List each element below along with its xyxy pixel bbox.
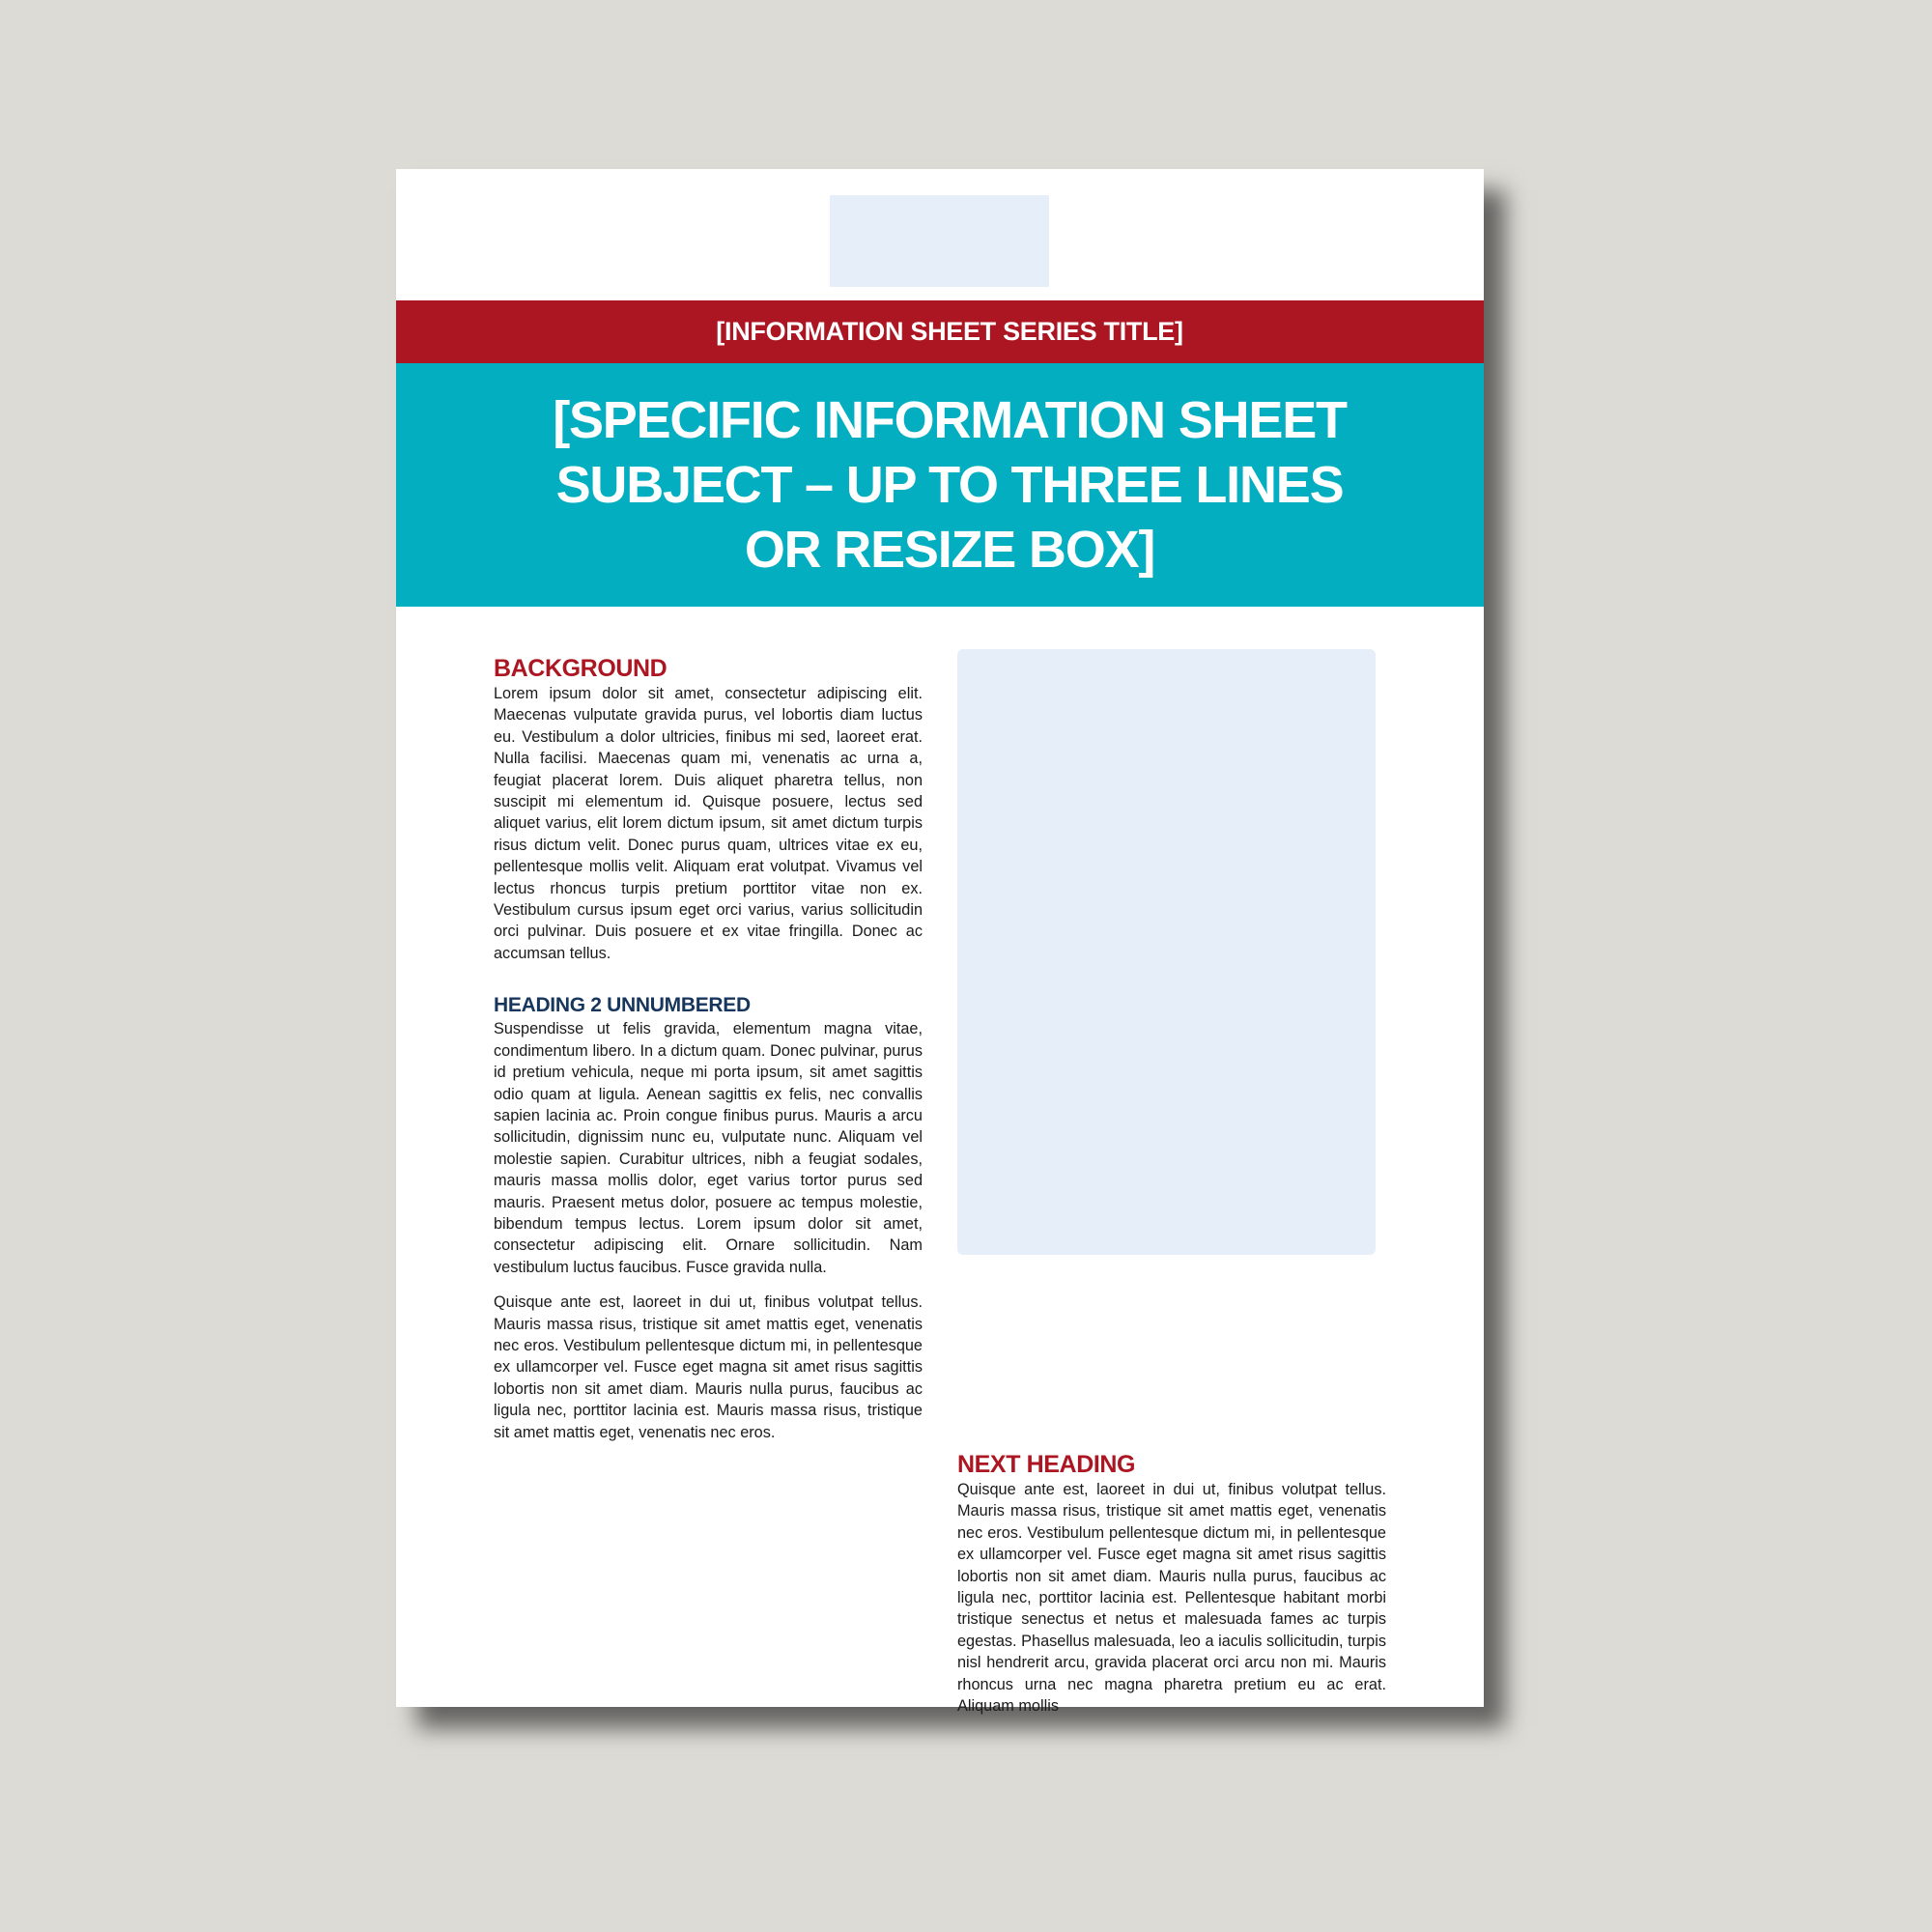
series-title: [INFORMATION SHEET SERIES TITLE]	[716, 317, 1183, 346]
left-column	[494, 654, 923, 1443]
heading-2: HEADING 2 UNNUMBERED	[494, 994, 751, 1017]
document-page	[396, 169, 1484, 1716]
subject-title-band	[396, 363, 1484, 607]
subject-title: [SPECIFIC INFORMATION SHEET SUBJECT – UP TO THREE LINES OR RESIZE BOX]	[553, 390, 1347, 579]
logo-placeholder	[830, 195, 1049, 287]
paragraph-3: Quisque ante est, laoreet in dui ut, finibus volutpat tellus. Mauris massa risus, tristique sit amet mattis eget, venenatis nec eros. Vestibulum pellentesque dictum mi, in pellentesque ex ullamcorper vel. Fusce eget magna sit amet risus sagittis lobortis non sit amet diam. Mauris nulla purus, faucibus ac ligula nec, porttitor lacinia est. Mauris massa risus, tristique sit amet mattis eget, venenatis nec eros.	[494, 1293, 923, 1441]
image-placeholder	[957, 649, 1376, 1255]
background-heading: BACKGROUND	[494, 655, 668, 682]
series-title-band	[396, 300, 1484, 363]
next-heading-paragraph: Quisque ante est, laoreet in dui ut, finibus volutpat tellus. Mauris massa risus, tristique sit amet mattis eget, venenatis nec eros. Vestibulum pellentesque dictum mi, in pellentesque ex ullamcorper vel. Fusce eget magna sit amet risus sagittis lobortis non sit amet diam. Mauris nulla purus, faucibus ac ligula nec, porttitor lacinia est. Pellentesque habitant morbi tristique senectus et netus et malesuada fames ac turpis egestas. Phasellus malesuada, leo a iaculis sollicitudin, turpis nisl hendrerit arcu, gravida placerat orci arcu non mi. Mauris rhoncus urna nec magna pharetra pretium eu ac erat. Aliquam mollis	[957, 1481, 1386, 1716]
heading-2-paragraph: Suspendisse ut felis gravida, elementum magna vitae, condimentum libero. In a dictum quam. Donec pulvinar, purus id pretium vehicula, neque mi porta ipsum, sit amet sagittis odio quam at ligula. Aenean sagittis ex felis, nec convallis sapien lacinia ac. Proin congue finibus purus. Mauris a arcu sollicitudin, dignissim nunc eu, vulputate nunc. Aliquam vel molestie sapien. Curabitur ultrices, nibh a feugiat sodales, mauris massa mollis dolor, eget varius tortor purus sed mauris. Praesent metus dolor, posuere ac tempus molestie, bibendum tempus lectus. Lorem ipsum dolor sit amet, consectetur adipiscing elit. Ornare sollicitudin. Nam vestibulum luctus faucibus. Fusce gravida nulla.	[494, 1020, 923, 1276]
next-heading: NEXT HEADING	[957, 1451, 1136, 1478]
right-column	[957, 1450, 1386, 1717]
background-paragraph: Lorem ipsum dolor sit amet, consectetur adipiscing elit. Maecenas vulputate gravida purus, vel lobortis diam luctus eu. Vestibulum a dolor ultricies, finibus mi sed, laoreet erat. Nulla facilisi. Maecenas quam mi, venenatis ac urna a, feugiat placerat lorem. Duis aliquet pharetra tellus, non suscipit mi elementum id. Quisque posuere, lectus sed aliquet varius, elit lorem dictum ipsum, sit amet dictum turpis risus dictum velit. Donec purus quam, ultrices vitae ex eu, pellentesque mollis velit. Aliquam erat volutpat. Vivamus vel lectus rhoncus turpis pretium porttitor vitae non ex. Vestibulum cursus ipsum eget orci varius, varius sollicitudin orci pulvinar. Duis posuere et ex vitae fringilla. Donec ac accumsan tellus.	[494, 685, 923, 962]
